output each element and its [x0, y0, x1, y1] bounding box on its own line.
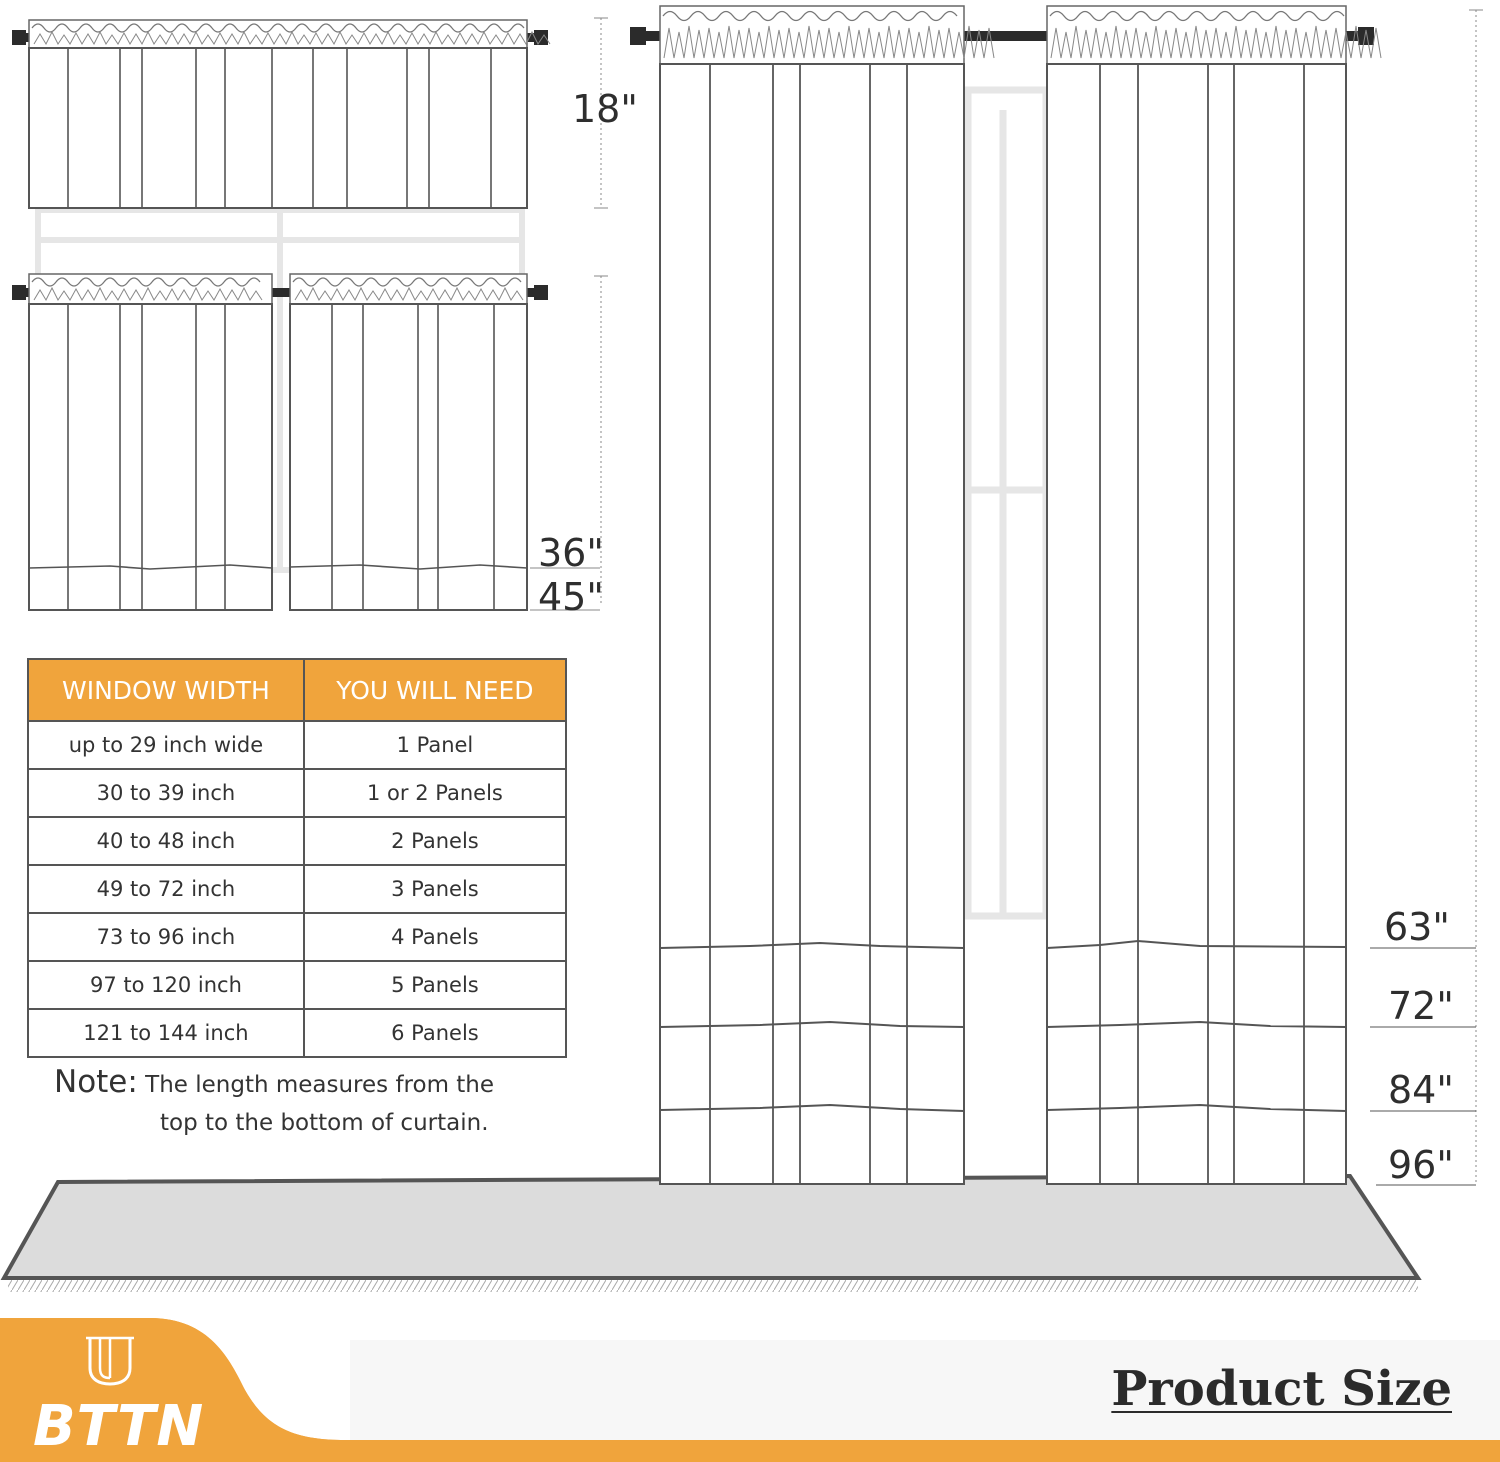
panels-needed-cell: 5 Panels [304, 961, 566, 1009]
table-row [28, 961, 566, 1009]
window-width-cell: 40 to 48 inch [28, 817, 304, 865]
window-width-cell: 30 to 39 inch [28, 769, 304, 817]
panel-length-label-72: 72" [1388, 984, 1454, 1028]
panels-needed-cell: 1 or 2 Panels [304, 769, 566, 817]
column-header-you-will-need: YOU WILL NEED [304, 659, 566, 721]
panel-length-label-63: 63" [1384, 905, 1450, 949]
right-long-panel [1047, 6, 1381, 1184]
window-width-table [27, 658, 567, 1058]
table-row [28, 721, 566, 769]
table-row [28, 817, 566, 865]
table-header-row [28, 659, 566, 721]
panel-length-label-84: 84" [1388, 1068, 1454, 1112]
tier-long-length-label: 45" [538, 575, 604, 619]
large-window [968, 90, 1046, 916]
table-row [28, 1009, 566, 1057]
panels-needed-cell: 4 Panels [304, 913, 566, 961]
window-width-cell: 97 to 120 inch [28, 961, 304, 1009]
table-row [28, 769, 566, 817]
note-line-1: The length measures from the [145, 1072, 495, 1098]
window-width-cell: 49 to 72 inch [28, 865, 304, 913]
product-size-title: Product Size [1111, 1361, 1452, 1417]
brand-name: BTTN [33, 1394, 205, 1459]
valance-curtain [12, 20, 550, 208]
table-row [28, 865, 566, 913]
panels-needed-cell: 6 Panels [304, 1009, 566, 1057]
floor [4, 1176, 1418, 1292]
brand-logo-icon [82, 1334, 138, 1388]
window-width-cell: up to 29 inch wide [28, 721, 304, 769]
column-header-window-width: WINDOW WIDTH [28, 659, 304, 721]
panel-length-label-96: 96" [1388, 1143, 1454, 1187]
panels-needed-cell: 3 Panels [304, 865, 566, 913]
valance-length-label: 18" [572, 87, 638, 131]
panels-needed-cell: 2 Panels [304, 817, 566, 865]
window-width-cell: 121 to 144 inch [28, 1009, 304, 1057]
window-width-cell: 73 to 96 inch [28, 913, 304, 961]
tier-short-length-label: 36" [538, 531, 604, 575]
measurement-note [54, 1063, 494, 1142]
left-long-panel [660, 6, 994, 1184]
table-row [28, 913, 566, 961]
note-line-2: top to the bottom of curtain. [160, 1110, 489, 1136]
note-label: Note: [54, 1064, 138, 1100]
panels-needed-cell: 1 Panel [304, 721, 566, 769]
